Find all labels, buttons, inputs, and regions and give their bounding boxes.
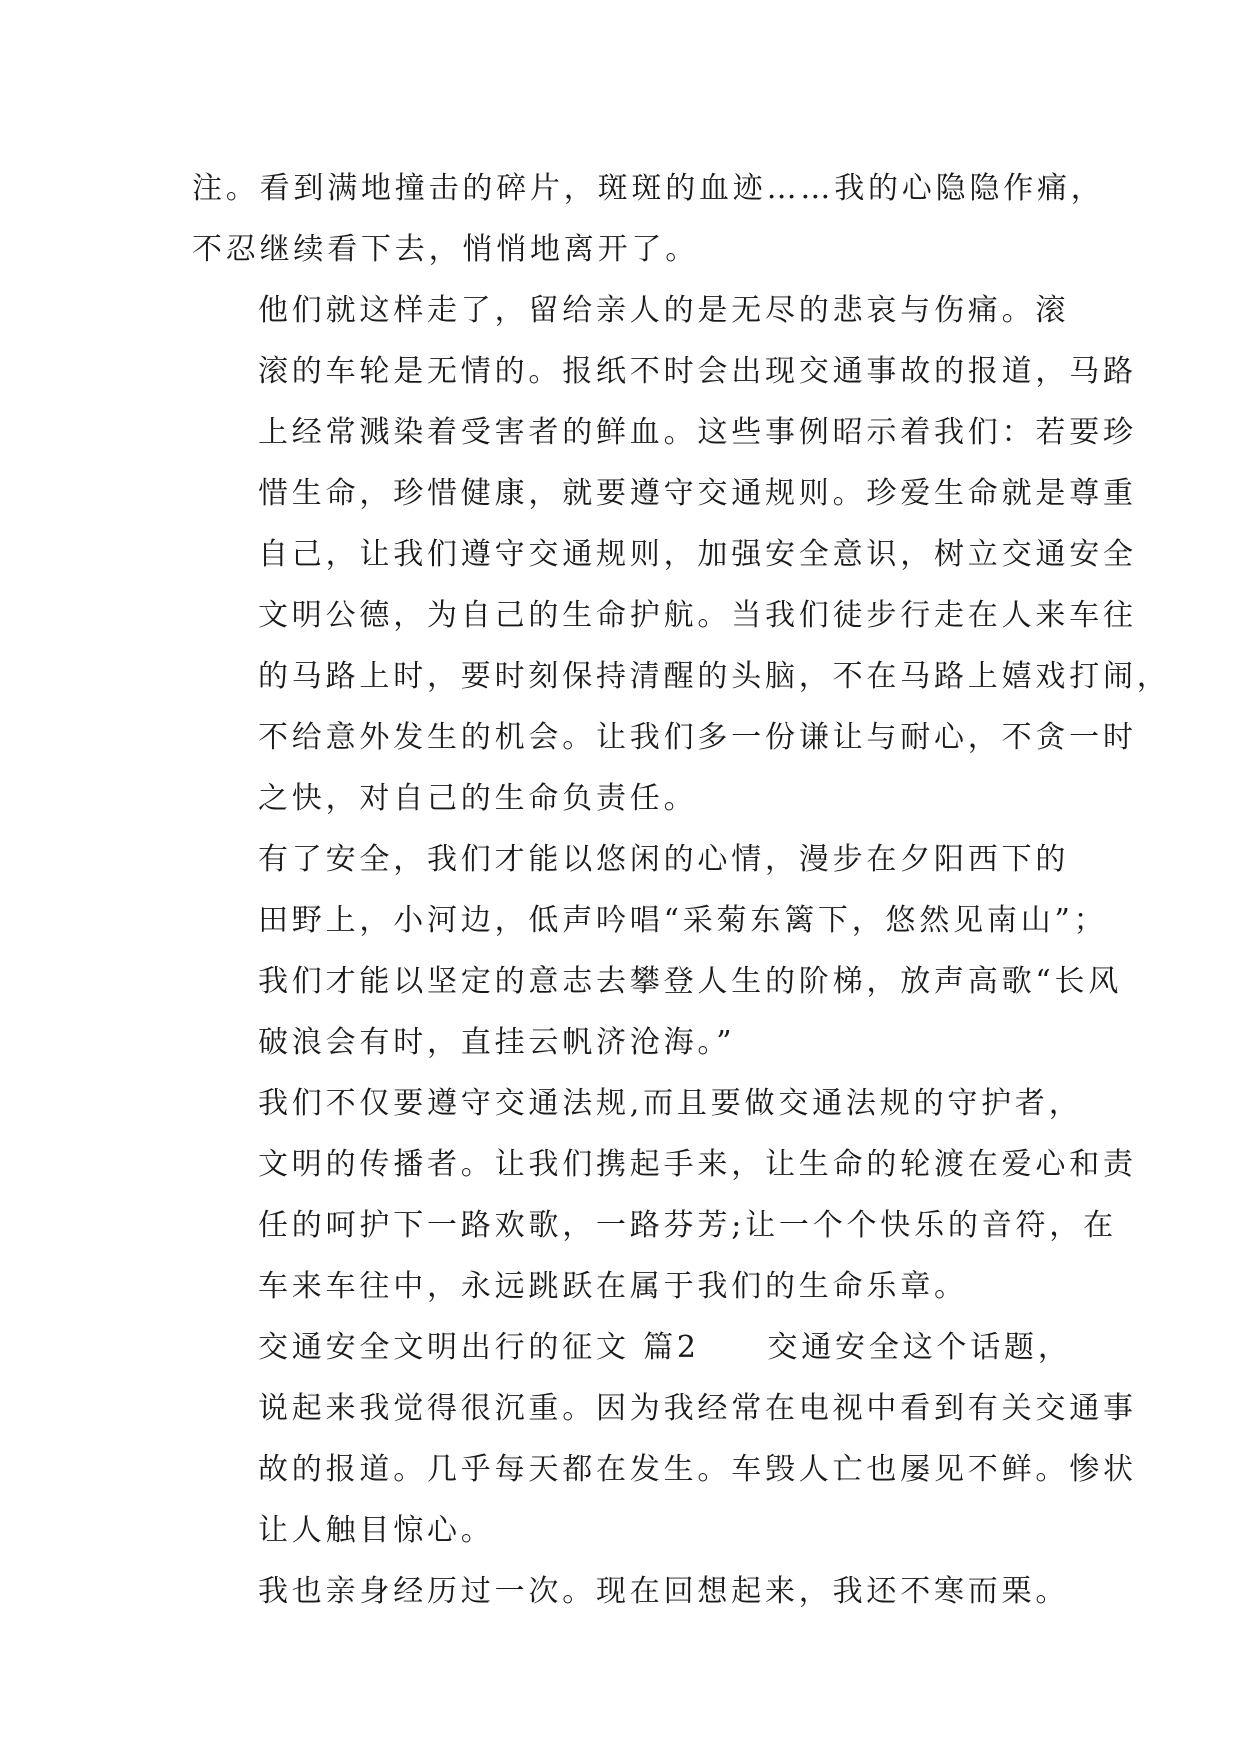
text-line: 故的报道。几乎每天都在发生。车毁人亡也屡见不鲜。惨状 (258, 1452, 1137, 1487)
paragraph-3 (192, 829, 1123, 1073)
text-line: 文明的传播者。让我们携起手来，让生命的轮渡在爱心和责 (258, 1147, 1137, 1182)
paragraph-4 (192, 1073, 1137, 1317)
text-line: 破浪会有时，直挂云帆济沧海。” (258, 1025, 736, 1060)
text-line: 我们不仅要遵守交通法规,而且要做交通法规的守护者， (258, 1086, 1083, 1121)
paragraph-6 (192, 1561, 1074, 1622)
text-line: 不忍继续看下去，悄悄地离开了。 (192, 232, 699, 267)
text-line: 我也亲身经历过一次。现在回想起来，我还不寒而栗。 (258, 1574, 1070, 1609)
text-line: 不给意外发生的机会。让我们多一份谦让与耐心，不贪一时 (258, 720, 1137, 755)
text-line: 他们就这样走了，留给亲人的是无尽的悲哀与伤痛。滚 (258, 293, 1070, 328)
paragraph-5 (192, 1317, 1137, 1561)
text-line: 有了安全，我们才能以悠闲的心情，漫步在夕阳西下的 (258, 842, 1070, 877)
text-line: 滚的车轮是无情的。报纸不时会出现交通事故的报道，马路 (258, 354, 1137, 389)
text-line: 田野上，小河边，低声吟唱“采菊东篱下，悠然见南山”； (258, 903, 1108, 938)
text-line: 的马路上时，要时刻保持清醒的头脑，不在马路上嬉戏打闹， (258, 659, 1171, 694)
paragraph-1 (192, 158, 1105, 280)
text-line: 注。看到满地撞击的碎片，斑斑的血迹……我的心隐隐作痛， (192, 171, 1105, 206)
text-line: 上经常溅染着受害者的鲜血。这些事例昭示着我们：若要珍 (258, 415, 1137, 450)
text-line: 我们才能以坚定的意志去攀登人生的阶梯，放声高歌“长风 (258, 964, 1123, 999)
text-line: 自己，让我们遵守交通规则，加强安全意识，树立交通安全 (258, 537, 1137, 572)
text-line: 文明公德，为自己的生命护航。当我们徒步行走在人来车往 (258, 598, 1137, 633)
paragraph-2 (192, 280, 1171, 829)
text-line: 让人触目惊心。 (258, 1513, 495, 1548)
text-line: 交通安全文明出行的征文 篇2 交通安全这个话题， (258, 1330, 1072, 1365)
text-line: 之快，对自己的生命负责任。 (258, 781, 698, 816)
text-line: 说起来我觉得很沉重。因为我经常在电视中看到有关交通事 (258, 1391, 1137, 1426)
text-line: 任的呵护下一路欢歌，一路芬芳;让一个个快乐的音符，在 (258, 1208, 1117, 1243)
document-page (192, 158, 1171, 1622)
text-line: 车来车往中，永远跳跃在属于我们的生命乐章。 (258, 1269, 968, 1304)
text-line: 惜生命，珍惜健康，就要遵守交通规则。珍爱生命就是尊重 (258, 476, 1137, 511)
